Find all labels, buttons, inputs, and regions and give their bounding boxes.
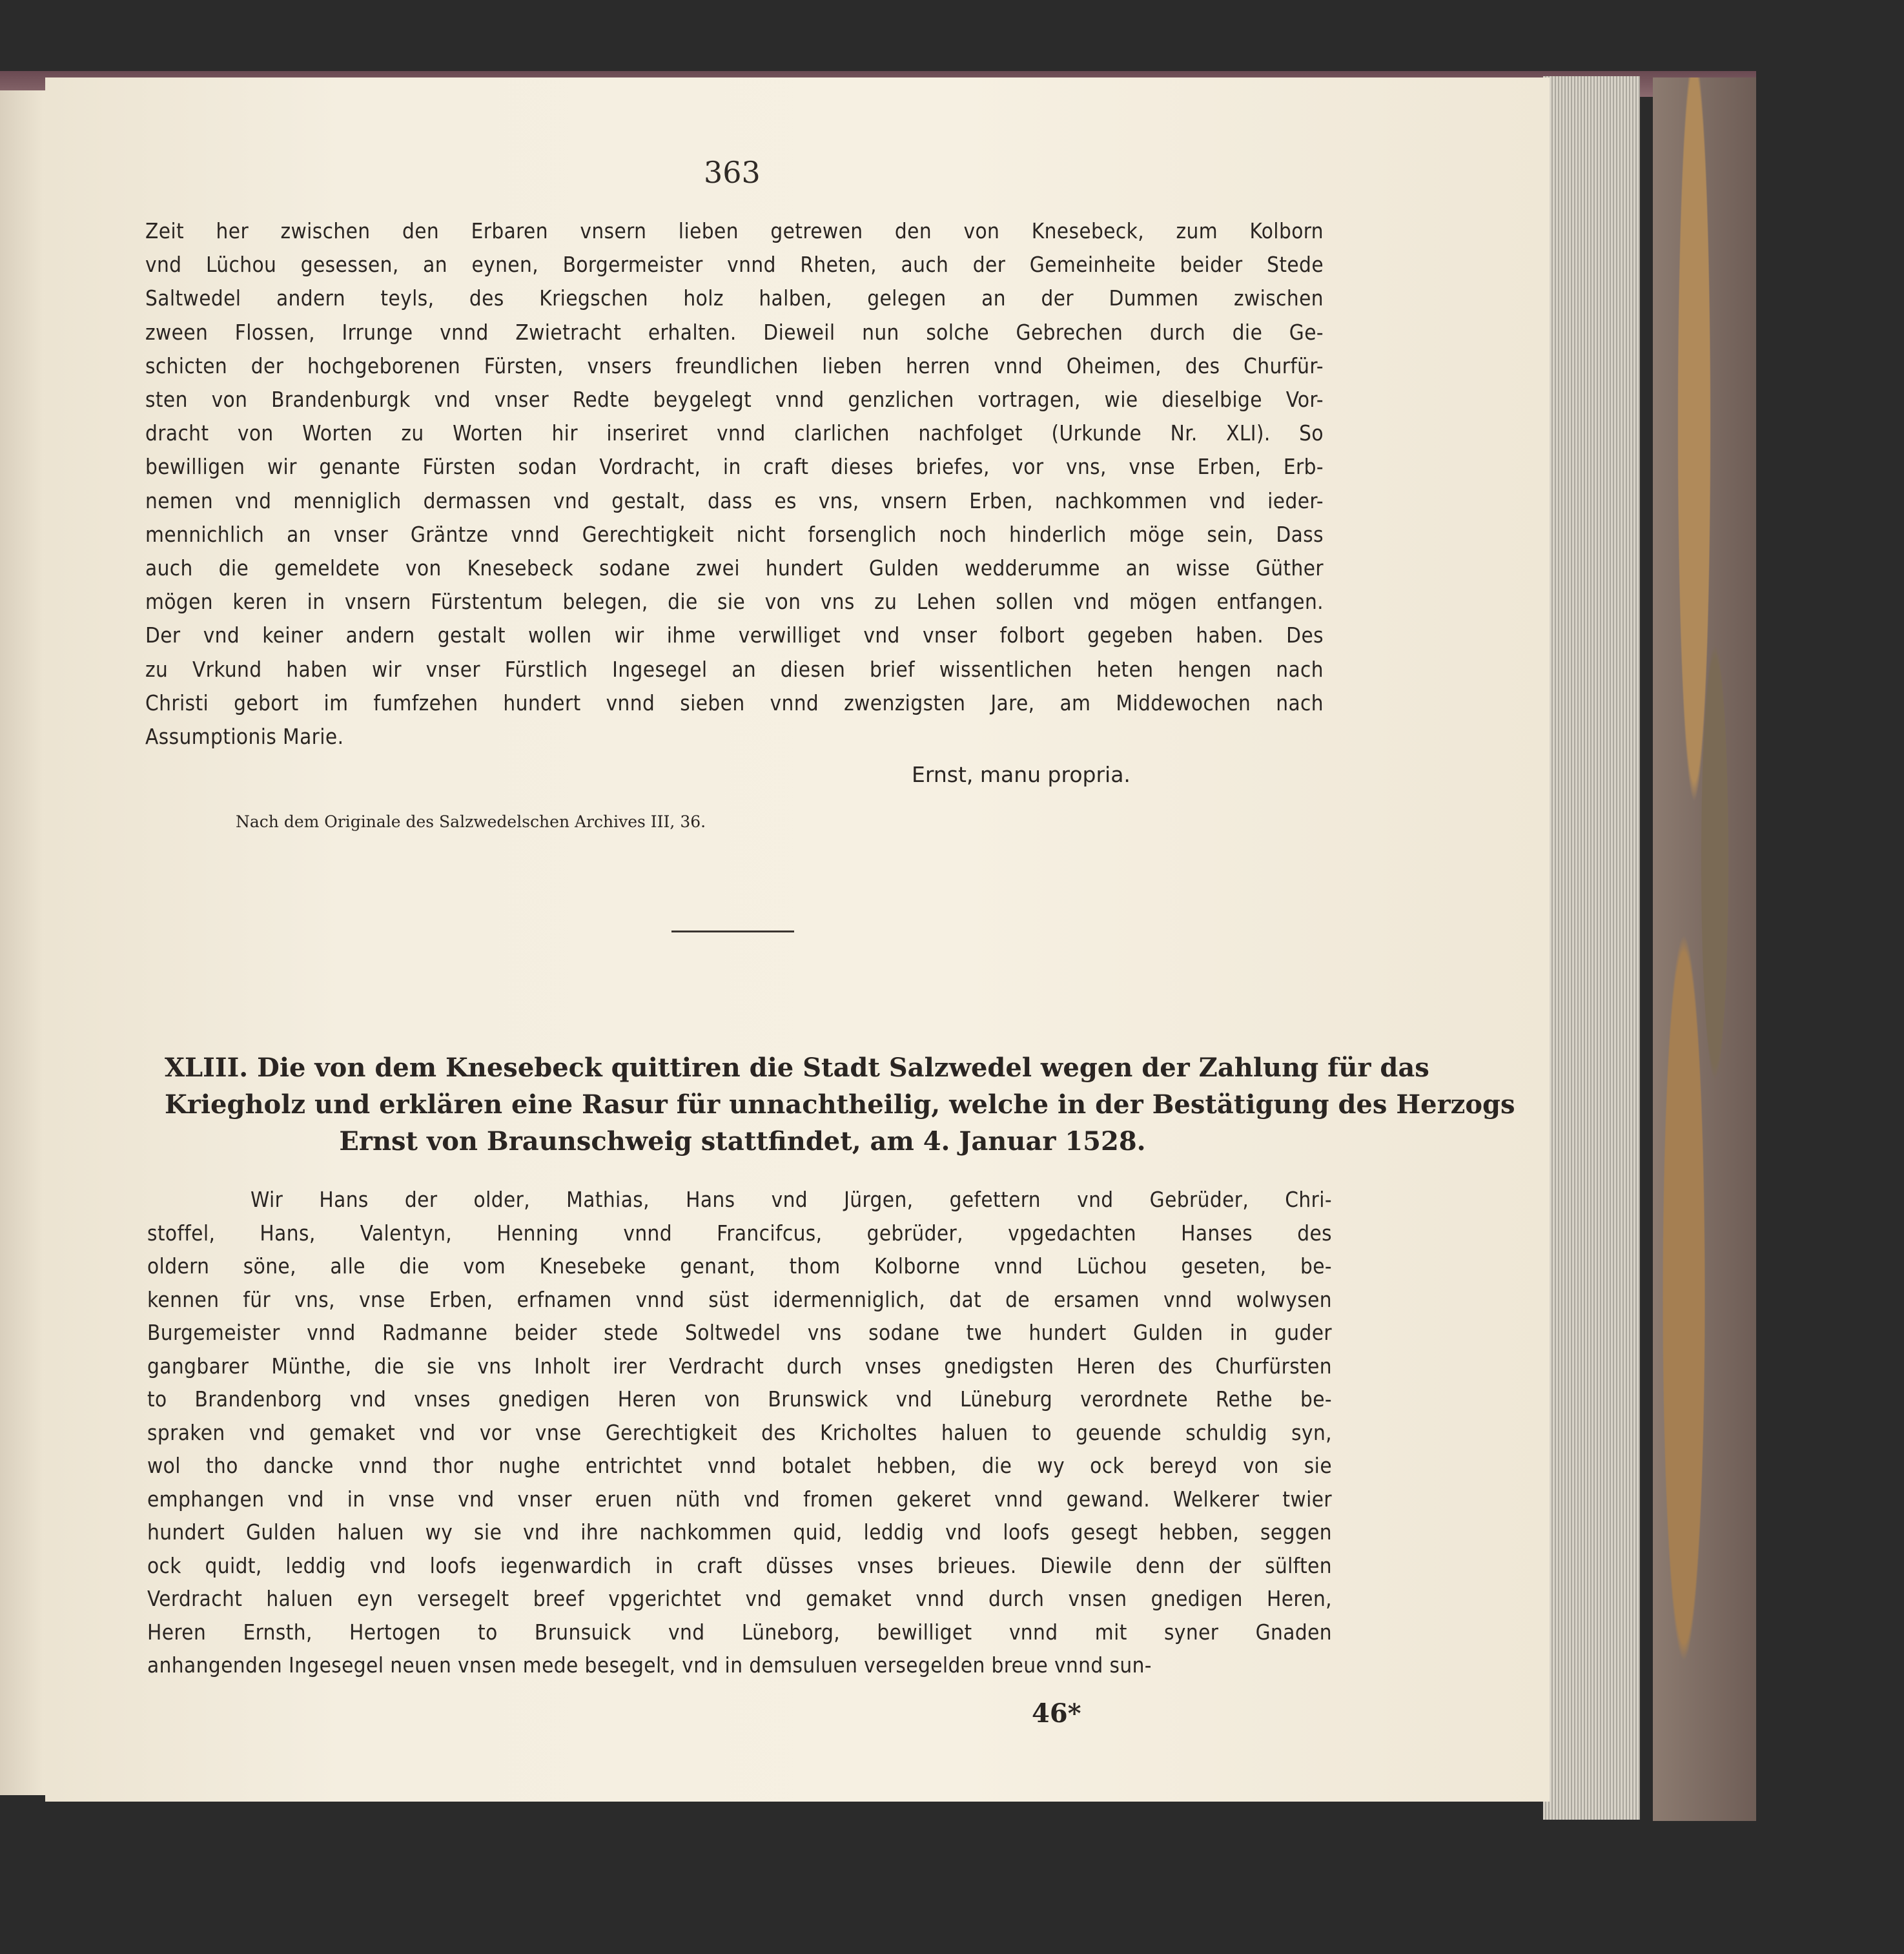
text-line: Burgemeister vnnd Radmanne beider stede Soltwedel vns sodane twe hundert Gulden in guder — [147, 1320, 1332, 1345]
text-line: ock quidt, leddig vnd loofs iegenwardich in craft düsses vnses brieues. Diewile denn der sülften — [147, 1552, 1332, 1578]
text-line: vnd Lüchou gesessen, an eynen, Borgermeister vnnd Rheten, auch der Gemeinheite beider Stede — [145, 252, 1324, 278]
section-divider — [671, 931, 794, 932]
text-line: zween Flossen, Irrunge vnnd Zwietracht erhalten. Dieweil nun solche Gebrechen durch die Ge- — [145, 319, 1324, 345]
text-line: auch die gemeldete von Knesebeck sodane zwei hundert Gulden wedderumme an wisse Güther — [145, 555, 1324, 581]
text-line: schicten der hochgeborenen Fürsten, vnsers freundlichen lieben herren vnnd Oheimen, des Churfür- — [145, 353, 1324, 378]
text-line: emphangen vnd in vnse vnd vnser eruen nüth vnd fromen gekeret vnnd gewand. Welkerer twier — [147, 1486, 1332, 1512]
text-line: mögen keren in vnsern Fürstentum belegen, die sie von vns zu Lehen sollen vnd mögen entfangen. — [145, 589, 1324, 615]
signature-line: Ernst, manu propria. — [912, 762, 1131, 787]
text-line: Verdracht haluen eyn versegelt breef vpgerichtet vnd gemaket vnnd durch vnsen gnedigen Heren, — [147, 1586, 1332, 1611]
text-line: wol tho dancke vnnd thor nughe entrichtet vnnd botalet hebben, die wy ock bereyd von sie — [147, 1453, 1332, 1478]
text-line: Christi gebort im fumfzehen hundert vnnd sieben vnnd zwenzigsten Jare, am Middewochen nach — [145, 690, 1324, 715]
text-line: Assumptionis Marie. — [145, 724, 344, 749]
text-line: Wir Hans der older, Mathias, Hans vnd Jürgen, gefettern vnd Gebrüder, Chri- — [251, 1187, 1332, 1212]
text-line: mennichlich an vnser Gräntze vnnd Gerechtigkeit nicht forsenglich noch hinderlich möge sein, Dass — [145, 521, 1324, 547]
text-line: Zeit her zwischen den Erbaren vnsern lieben getrewen den von Knesebeck, zum Kolborn — [145, 218, 1324, 243]
heading-line: Kriegholz und erklären eine Rasur für unnachtheilig, welche in der Bestätigung des Herzogs — [165, 1089, 1515, 1120]
text-line: Heren Ernsth, Hertogen to Brunsuick vnd Lüneborg, bewilliget vnnd mit syner Gnaden — [147, 1619, 1332, 1645]
left-page-edge — [0, 90, 45, 1795]
page-number: 363 — [704, 155, 761, 190]
text-line: hundert Gulden haluen wy sie vnd ihre nachkommen quid, leddig vnd loofs gesegt hebben, seggen — [147, 1519, 1332, 1545]
text-line: dracht von Worten zu Worten hir inseriret vnnd clarlichen nachfolget (Urkunde Nr. XLI). So — [145, 420, 1324, 446]
text-line: nemen vnd menniglich dermassen vnd gestalt, dass es vns, vnsern Erben, nachkommen vnd ieder- — [145, 488, 1324, 513]
marbled-endpaper — [1653, 77, 1756, 1821]
text-line: sten von Brandenburgk vnd vnser Redte beygelegt vnnd genzlichen vortragen, wie dieselbige Vor- — [145, 387, 1324, 412]
source-note: Nach dem Originale des Salzwedelschen Archives III, 36. — [236, 812, 706, 831]
text-line: spraken vnd gemaket vnd vor vnse Gerechtigkeit des Kricholtes haluen to geuende schuldig syn, — [147, 1419, 1332, 1445]
heading-line: Ernst von Braunschweig stattfindet, am 4. Januar 1528. — [339, 1126, 1146, 1157]
page-edges — [1543, 76, 1640, 1820]
signature-mark: 46* — [1032, 1698, 1081, 1729]
text-line: kennen für vns, vnse Erben, erfnamen vnnd süst idermenniglich, dat de ersamen vnnd wolwysen — [147, 1286, 1332, 1312]
text-line: anhangenden Ingesegel neuen vnsen mede besegelt, vnd in demsuluen versegelden breue vnnd sun- — [147, 1652, 1152, 1678]
text-line: bewilligen wir genante Fürsten sodan Vordracht, in craft dieses briefes, vor vns, vnse Erben, Erb- — [145, 454, 1324, 480]
text-line: oldern söne, alle die vom Knesebeke genant, thom Kolborne vnnd Lüchou geseten, be- — [147, 1253, 1332, 1279]
text-line: zu Vrkund haben wir vnser Fürstlich Ingesegel an diesen brief wissentlichen heten hengen nach — [145, 656, 1324, 682]
text-line: stoffel, Hans, Valentyn, Henning vnnd Francifcus, gebrüder, vpgedachten Hanses des — [147, 1220, 1332, 1246]
text-line: Der vnd keiner andern gestalt wollen wir ihme verwilliget vnd vnser folbort gegeben haben. Des — [145, 622, 1324, 648]
text-line: to Brandenborg vnd vnses gnedigen Heren von Brunswick vnd Lüneburg verordnete Rethe be- — [147, 1386, 1332, 1412]
text-line: gangbarer Münthe, die sie vns Inholt irer Verdracht durch vnses gnedigsten Heren des Churfürsten — [147, 1353, 1332, 1379]
heading-line: XLIII. Die von dem Knesebeck quittiren die Stadt Salzwedel wegen der Zahlung für das — [165, 1053, 1429, 1083]
text-line: Saltwedel andern teyls, des Kriegschen holz halben, gelegen an der Dummen zwischen — [145, 285, 1324, 311]
